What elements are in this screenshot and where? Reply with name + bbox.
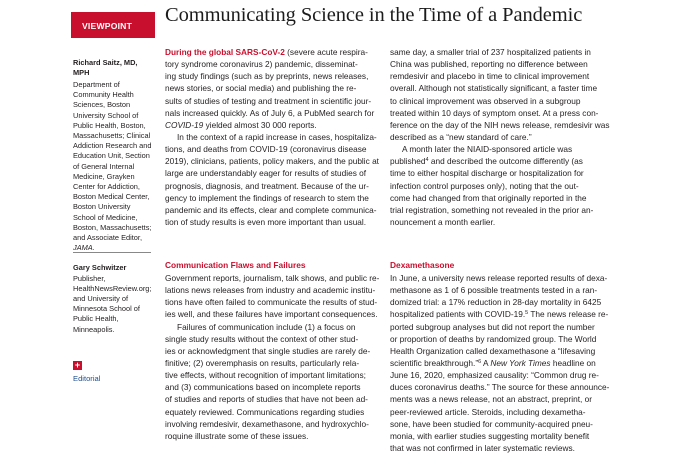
text-line: come had changed from that originally reported in the xyxy=(390,192,587,203)
text-line: Failures of communication include (1) a focus on xyxy=(177,321,356,332)
text-line: and (3) communications based on incomplete reports xyxy=(165,382,361,393)
text-line: peer-reviewed article. Steroids, including dexametha- xyxy=(390,406,586,417)
text-line: single study results without the context of other stud- xyxy=(165,333,359,344)
text-line: Publisher, xyxy=(73,273,106,283)
author1-affiliation xyxy=(73,80,157,253)
text-line: or proportion of deaths by randomized group. The World xyxy=(390,333,597,344)
text-line: large are understandably eager for results of studies of xyxy=(165,168,367,179)
author2-name: Gary Schwitzer xyxy=(73,263,127,272)
text-line: Medicine, Grayken xyxy=(73,171,135,181)
text-line: and University of xyxy=(73,293,129,303)
text-line: June 16, 2020, emphasized causality: “Common drug re- xyxy=(390,370,599,381)
text-line: University School of xyxy=(73,110,139,120)
text-line: In June, a university news release reported results of dexa- xyxy=(390,273,608,283)
article-title: Communicating Science in the Time of a Pandemic xyxy=(165,4,583,26)
viewpoint-badge: VIEWPOINT xyxy=(71,12,155,38)
text-line: tive effects, without recognition of important limitations; xyxy=(165,370,366,381)
text-line: HealthNewsReview.org; xyxy=(73,283,152,293)
text-line: nouncement a month earlier. xyxy=(390,216,496,227)
text-line: ported subgroup analyses but did not report the number xyxy=(390,321,595,332)
text-line: domized trial: a 17% reduction in 28-day mortality in 6425 xyxy=(390,297,602,308)
text-line: ies well, and these failures have important consequences. xyxy=(165,309,378,320)
text-line: School of Medicine, xyxy=(73,212,138,222)
column-2-dexamethasone: In June, a university news release reported results of dexa- methasone as 1 of 6 possible treatments tested in a ran- domized trial: a 17% reduction in 28-day mortality in 6425 hospitalized patients with COVID-19.$^5$ The news release re- ported subgroup analyses but did not report the number or proportion of deaths by randomized group. The World Health Organization called dexamethasone a “lifesaving scientific breakthrough.”$^6$ A New York Times headline on June 16, 2020, emphasized causality: “Common drug re- duces coronavirus deaths.” The source for these announce- ments was a news release, not an abstract, preprint, or peer-reviewed article. Steroids, including dexametha- sone, have been studied for community-acquired pneu- monia, with earlier studies suggesting mortality benefit that was not confirmed in later systematic reviews. xyxy=(390,273,610,453)
text-line: described as a “new standard of care.” xyxy=(390,131,532,142)
text-line: tions, and deaths from COVID-19 (coronavirus disease xyxy=(165,144,367,155)
text-line: news stories, or social media) and publishing the re- xyxy=(165,83,357,94)
text-line: gency to implement the findings of research to stem the xyxy=(165,192,369,203)
text-line: remdesivir and placebo in time to clinical improvement xyxy=(390,71,590,82)
text-line: of studies and reports of studies that have not been ad- xyxy=(165,394,368,405)
text-line: same day, a smaller trial of 237 hospitalized patients in xyxy=(390,47,591,57)
text-line: of General Internal xyxy=(73,161,135,171)
text-line: sults of studies of testing and treatment in scientific jour- xyxy=(165,95,372,106)
text-line: tory syndrome coronavirus 2) pandemic, disseminat- xyxy=(165,59,358,70)
text-line: ments was a news release, not an abstract, preprint, or xyxy=(390,394,592,405)
text-line: In the context of a rapid increase in cases, hospitaliza- xyxy=(177,131,377,142)
text-line: Public Health, xyxy=(73,314,119,324)
journal-name: JAMA. xyxy=(73,243,95,253)
text-line: Health Organization called dexamethasone a “lifesaving xyxy=(390,345,596,356)
text-line: Boston University xyxy=(73,202,131,212)
text-line: Boston Medical Center, xyxy=(73,192,150,202)
text-line: monia, with earlier studies suggesting mortality benefit xyxy=(390,430,590,441)
text-line: Community Health xyxy=(73,90,134,100)
text-line: ference on the day of the NIH news release, remdesivir was xyxy=(390,119,610,130)
text-line: involving remdesivir, dexamethasone, and hydroxychlo- xyxy=(165,418,369,429)
text-line: duces coronavirus deaths.” The source for these announce- xyxy=(390,382,610,393)
text-line: Minnesota School of xyxy=(73,304,140,314)
text-line: time to either hospital discharge or hospitalization for xyxy=(390,168,584,179)
text-line: Department of xyxy=(73,80,120,89)
text-line: roquine illustrate some of these issues. xyxy=(165,430,309,441)
text-line: ing study findings (such as by preprints, news releases, xyxy=(165,71,369,82)
plus-icon[interactable]: + xyxy=(74,360,81,370)
text-line: lations news releases from industry and academic institu- xyxy=(165,285,376,296)
text-line: overall. Although not statistically significant, a faster time xyxy=(390,83,598,94)
sidebar-divider xyxy=(73,252,151,253)
text-line: to clinical improvement was observed in a subgroup xyxy=(390,95,581,106)
text-line: Addiction Research and xyxy=(73,141,152,151)
text-line: infection control purposes only), noting that the out- xyxy=(390,180,579,191)
author2-affiliation xyxy=(73,274,157,335)
text-line: Massachusetts; Clinical xyxy=(73,131,151,141)
text-line: and Associate Editor, xyxy=(73,233,143,243)
text-line: sone, have been studied for community-acquired pneu- xyxy=(390,418,593,429)
text-line: Government reports, journalism, talk shows, and public re- xyxy=(165,273,380,283)
text-line: pandemic and its effects, clear and complete communica- xyxy=(165,204,377,215)
editorial-link[interactable]: Editorial xyxy=(73,374,101,383)
text-line: nals increased quickly. As of July 6, a PubMed search for xyxy=(165,107,375,118)
text-line: prognosis, diagnosis, and treatment. Because of the ur- xyxy=(165,180,369,191)
text-line: Center for Addiction, xyxy=(73,182,140,192)
text-line: Public Health, Boston, xyxy=(73,120,146,130)
text-line: Minneapolis. xyxy=(73,324,115,334)
text-line: methasone as 1 of 6 possible treatments tested in a ran- xyxy=(390,285,598,296)
lead-in-heading: During the global SARS-CoV-2 xyxy=(165,47,285,57)
text-line: Education Unit, Section xyxy=(73,151,150,161)
text-line: Sciences, Boston xyxy=(73,100,131,110)
text-line: trial registration, something not revealed in the prior an- xyxy=(390,204,594,215)
text-line: China was published, reporting no difference between xyxy=(390,59,588,70)
column-1-intro: During the global SARS-CoV-2 (severe acute respira- tory syndrome coronavirus 2) pandemic, disseminat- ing study findings (such as by preprints, news releases, news stories, or social media) and publishing the re- sults of studies of testing and treatment in scientific jour- nals increased quickly. As of July 6, a PubMed search for COVID-19 yielded almost 30 000 reports. In the context of a rapid increase in cases, hospitaliza- tions, and deaths from COVID-19 (coronavirus disease 2019), clinicians, patients, policy makers, and the public at large are understandably eager for results of studies of prognosis, diagnosis, and treatment. Because of the ur- gency to implement the findings of research to stem the pandemic and its effects, clear and complete communica- tion of study results is even more important than usual. xyxy=(165,47,379,227)
section-heading-communication-flaws: Communication Flaws and Failures xyxy=(165,260,306,270)
text-line: equately reviewed. Communications regarding studies xyxy=(165,406,365,417)
text-line: ies or acknowledgment that single studies are rarely de- xyxy=(165,345,371,356)
column-2-remdesivir: same day, a smaller trial of 237 hospitalized patients in China was published, reporting no difference between remdesivir and placebo in time to clinical improvement overall. Although not statistically significant, a faster time to clinical improvement was observed in a subgroup treated within 10 days of symptom onset. At a press con- ference on the day of the NIH news release, remdesivir was described as a “new standard of care.” A month later the NIAID-sponsored article was published$^4$ and described the outcome differently (as time to either hospital discharge or hospitalization for infection control purposes only), noting that the out- come had changed from that originally reported in the trial registration, something not revealed in the prior an- nouncement a month earlier. xyxy=(390,47,610,227)
author1-name: Richard Saitz, MD, MPH xyxy=(73,58,138,78)
text-line: treated within 10 days of symptom onset. At a press con- xyxy=(390,107,599,118)
column-1-section-1 xyxy=(165,272,380,442)
text-line: tion of study results is even more important than usual. xyxy=(165,216,367,227)
text-line: 2019), clinicians, patients, policy makers, and the public at xyxy=(165,156,379,167)
text-line: tions have often failed to communicate the results of stud- xyxy=(165,297,378,308)
text-line: that was not confirmed in later systematic reviews. xyxy=(390,442,575,453)
text-line: Boston, Massachusetts; xyxy=(73,222,152,232)
section-heading-dexamethasone: Dexamethasone xyxy=(390,260,455,270)
text-line: finitive; (2) overemphasis on results, particularly rela- xyxy=(165,357,360,368)
